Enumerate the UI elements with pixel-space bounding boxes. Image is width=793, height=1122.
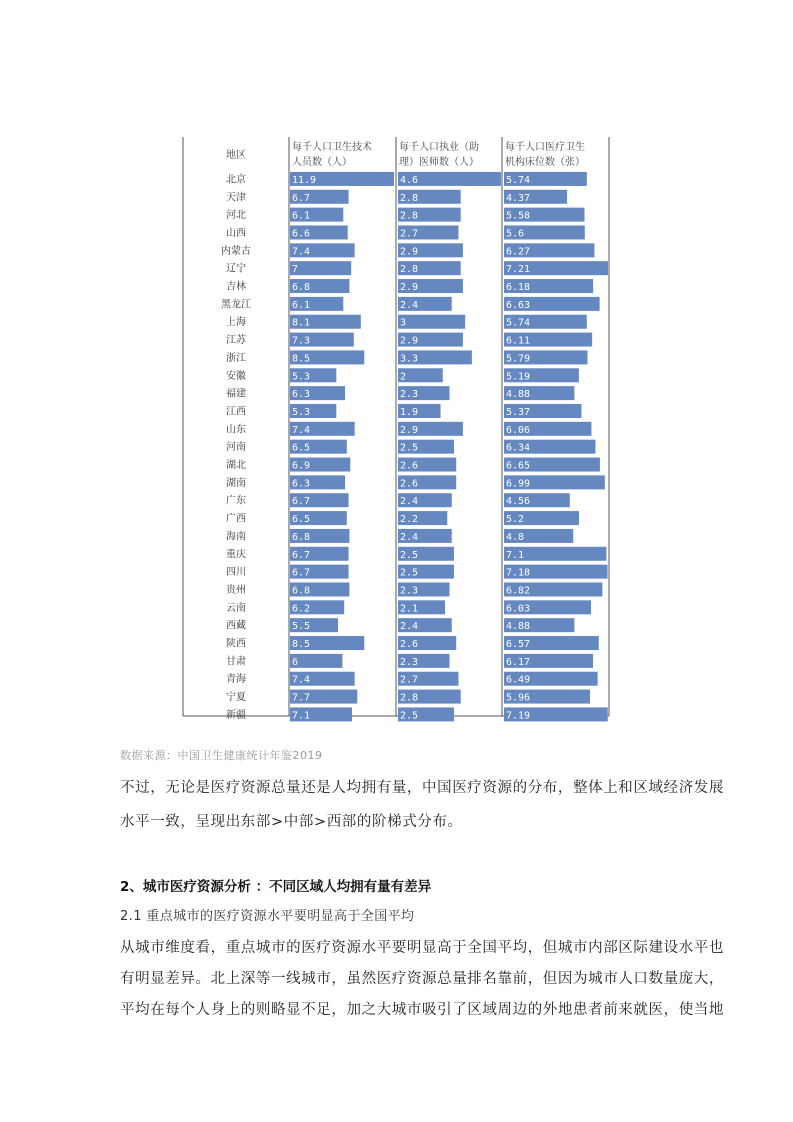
value-tech-staff: 7.4 [292, 424, 311, 436]
region-label: 广东 [226, 495, 246, 507]
value-tech-staff: 7.4 [292, 674, 311, 686]
value-beds: 5.58 [506, 210, 531, 222]
value-tech-staff: 6.6 [292, 228, 311, 240]
value-beds: 6.11 [506, 335, 531, 347]
value-beds: 6.65 [506, 460, 531, 472]
value-tech-staff: 6.5 [292, 442, 311, 454]
region-label: 黑龙江 [221, 299, 251, 311]
value-doctors: 2.3 [400, 656, 419, 668]
region-label: 西藏 [226, 620, 246, 632]
header-col3-line2: 机构床位数（张） [505, 157, 585, 168]
value-doctors: 3.3 [400, 353, 419, 365]
header-col3-line1: 每千人口医疗卫生 [505, 142, 585, 153]
subsection-heading: 2.1 重点城市的医疗资源水平要明显高于全国平均 [120, 909, 415, 924]
region-label: 云南 [226, 602, 246, 614]
region-label: 山东 [226, 424, 246, 436]
region-label: 山西 [226, 227, 246, 239]
region-label: 青海 [226, 674, 246, 686]
value-doctors: 2.8 [400, 692, 419, 704]
value-tech-staff: 6.7 [292, 192, 311, 204]
value-tech-staff: 8.5 [292, 353, 311, 365]
value-doctors: 2.9 [400, 282, 419, 294]
region-label: 海南 [226, 531, 246, 543]
value-tech-staff: 5.5 [292, 621, 311, 633]
value-beds: 5.37 [506, 406, 531, 418]
value-beds: 7.19 [506, 710, 531, 722]
value-beds: 6.17 [506, 656, 531, 668]
value-tech-staff: 6.7 [292, 567, 311, 579]
value-tech-staff: 11.9 [292, 174, 317, 186]
header-col1-line1: 每千人口卫生技术 [292, 142, 372, 153]
region-label: 吉林 [226, 281, 246, 293]
value-tech-staff: 6.8 [292, 282, 311, 294]
value-tech-staff: 6.9 [292, 460, 311, 472]
value-beds: 5.74 [506, 174, 531, 186]
value-doctors: 2.7 [400, 228, 419, 240]
header-col2-line1: 每千人口执业（助 [399, 142, 479, 153]
value-tech-staff: 5.3 [292, 371, 311, 383]
region-label: 上海 [226, 317, 246, 329]
value-doctors: 2.4 [400, 531, 419, 543]
data-source-note: 数据来源：中国卫生健康统计年鉴2019 [120, 749, 323, 762]
value-beds: 7.21 [506, 264, 531, 276]
value-doctors: 2.6 [400, 478, 419, 490]
value-doctors: 2.5 [400, 567, 419, 579]
value-beds: 6.63 [506, 299, 531, 311]
value-tech-staff: 6.3 [292, 389, 311, 401]
paragraph-2-line-1: 从城市维度看，重点城市的医疗资源水平要明显高于全国平均，但城市内部区际建设水平也 [120, 940, 724, 956]
value-tech-staff: 6.1 [292, 210, 311, 222]
value-beds: 4.88 [506, 621, 531, 633]
paragraph-2-line-3: 平均在每个人身上的则略显不足，加之大城市吸引了区域周边的外地患者前来就医，使当地 [120, 1002, 724, 1018]
value-beds: 5.96 [506, 692, 531, 704]
value-tech-staff: 6 [292, 656, 299, 668]
value-doctors: 2.3 [400, 389, 419, 401]
value-doctors: 2.6 [400, 460, 419, 472]
value-tech-staff: 6.7 [292, 549, 311, 561]
value-doctors: 3 [400, 317, 407, 329]
region-label: 内蒙古 [221, 245, 251, 257]
paragraph-1-line-2: 水平一致，呈现出东部>中部>西部的阶梯式分布。 [120, 814, 463, 830]
value-tech-staff: 7.1 [292, 710, 311, 722]
region-label: 安徽 [226, 370, 246, 382]
value-beds: 6.57 [506, 639, 531, 651]
region-label: 贵州 [226, 584, 246, 596]
region-label: 天津 [226, 192, 246, 204]
header-col2-line2: 理）医师数（人） [399, 157, 479, 168]
region-label: 浙江 [226, 352, 246, 364]
value-doctors: 2.8 [400, 192, 419, 204]
value-tech-staff: 6.7 [292, 496, 311, 508]
value-doctors: 2.4 [400, 621, 419, 633]
value-tech-staff: 6.3 [292, 478, 311, 490]
region-label: 甘肃 [226, 656, 246, 668]
region-label: 江苏 [226, 335, 246, 347]
value-beds: 5.74 [506, 317, 531, 329]
value-beds: 5.6 [506, 228, 525, 240]
value-tech-staff: 6.8 [292, 585, 311, 597]
header-col1-line2: 人员数（人） [292, 157, 352, 168]
region-label: 湖南 [226, 477, 246, 489]
region-label: 四川 [226, 567, 246, 579]
region-label: 福建 [226, 388, 246, 400]
value-doctors: 2.8 [400, 264, 419, 276]
value-beds: 5.2 [506, 514, 525, 526]
value-doctors: 2.1 [400, 603, 419, 615]
value-beds: 6.03 [506, 603, 531, 615]
value-beds: 5.19 [506, 371, 531, 383]
region-label: 新疆 [226, 709, 246, 721]
value-doctors: 4.6 [400, 174, 419, 186]
header-region: 地区 [226, 150, 246, 161]
value-beds: 4.37 [506, 192, 531, 204]
value-beds: 6.18 [506, 282, 531, 294]
value-doctors: 2.9 [400, 335, 419, 347]
value-beds: 6.49 [506, 674, 531, 686]
value-beds: 4.88 [506, 389, 531, 401]
value-doctors: 2.3 [400, 585, 419, 597]
value-doctors: 2.5 [400, 710, 419, 722]
value-tech-staff: 7.7 [292, 692, 311, 704]
value-doctors: 2.9 [400, 246, 419, 258]
value-beds: 6.82 [506, 585, 531, 597]
bar-doctors [398, 315, 465, 329]
value-tech-staff: 6.8 [292, 531, 311, 543]
region-label: 河北 [226, 210, 246, 222]
value-doctors: 2.2 [400, 514, 419, 526]
region-label: 重庆 [226, 549, 246, 561]
value-beds: 5.79 [506, 353, 531, 365]
value-tech-staff: 5.3 [292, 406, 311, 418]
value-tech-staff: 6.5 [292, 514, 311, 526]
value-tech-staff: 6.2 [292, 603, 311, 615]
section-heading: 2、城市医疗资源分析 ：不同区域人均拥有量有差异 [120, 879, 432, 895]
value-doctors: 2.8 [400, 210, 419, 222]
value-beds: 7.18 [506, 567, 531, 579]
value-beds: 7.1 [506, 549, 525, 561]
value-beds: 6.34 [506, 442, 531, 454]
value-tech-staff: 7.3 [292, 335, 311, 347]
region-label: 河南 [226, 442, 246, 454]
value-tech-staff: 8.5 [292, 639, 311, 651]
value-tech-staff: 8.1 [292, 317, 311, 329]
value-doctors: 1.9 [400, 406, 419, 418]
region-label: 陕西 [226, 638, 246, 650]
value-doctors: 2.5 [400, 442, 419, 454]
value-tech-staff: 6.1 [292, 299, 311, 311]
value-tech-staff: 7 [292, 264, 299, 276]
region-label: 广西 [226, 513, 246, 525]
value-beds: 6.99 [506, 478, 531, 490]
value-doctors: 2.4 [400, 496, 419, 508]
region-label: 北京 [226, 174, 246, 186]
value-beds: 6.27 [506, 246, 531, 258]
value-beds: 4.56 [506, 496, 531, 508]
value-doctors: 2 [400, 371, 407, 383]
value-doctors: 2.7 [400, 674, 419, 686]
region-label: 宁夏 [226, 692, 246, 704]
region-label: 湖北 [226, 460, 246, 472]
bar-tech-staff [290, 261, 351, 275]
value-doctors: 2.4 [400, 299, 419, 311]
value-doctors: 2.6 [400, 639, 419, 651]
region-label: 辽宁 [226, 263, 246, 275]
region-label: 江西 [226, 406, 246, 418]
value-tech-staff: 7.4 [292, 246, 311, 258]
value-beds: 6.06 [506, 424, 531, 436]
value-doctors: 2.5 [400, 549, 419, 561]
paragraph-2-line-2: 有明显差异。北上深等一线城市，虽然医疗资源总量排名靠前，但因为城市人口数量庞大， [120, 971, 724, 987]
value-beds: 4.8 [506, 531, 525, 543]
value-doctors: 2.9 [400, 424, 419, 436]
paragraph-1-line-1: 不过，无论是医疗资源总量还是人均拥有量，中国医疗资源的分布，整体上和区域经济发展 [120, 780, 724, 796]
